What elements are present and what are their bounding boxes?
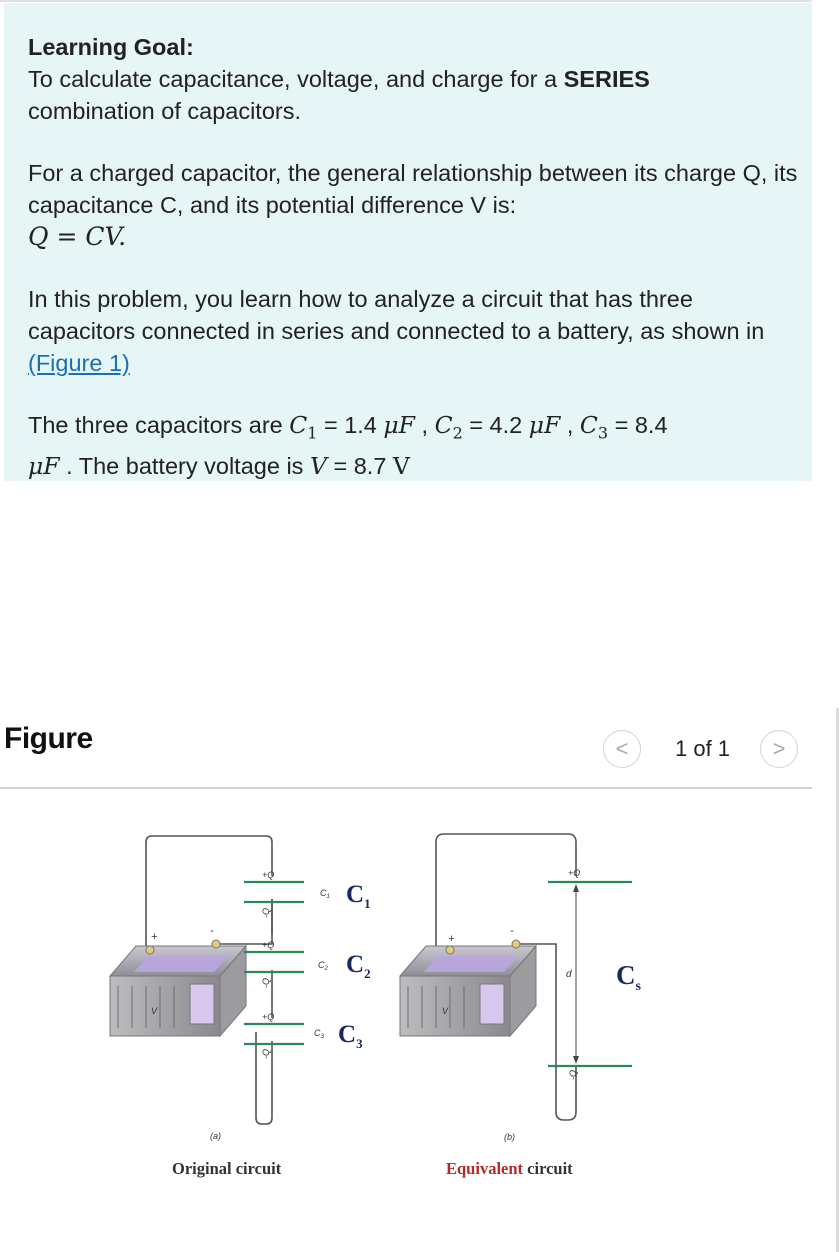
c1-small-label — [320, 888, 330, 900]
c3-letter-sub: 3 — [356, 1036, 363, 1051]
battery-text: . The battery voltage is — [59, 452, 310, 479]
battery-a-v: V — [151, 1006, 158, 1016]
c3-subscript: 3 — [597, 423, 609, 443]
c2-small-sub: 2 — [324, 966, 328, 972]
c1-symbol: C — [289, 411, 308, 439]
equivalent-circuit — [400, 834, 642, 1178]
chevron-left-icon: < — [615, 736, 629, 761]
c3-small: C — [314, 1028, 321, 1038]
wire-c1-c2 — [216, 899, 272, 944]
goal-text-2: combination of capacitors. — [28, 98, 302, 124]
caption-equivalent-circuit — [446, 1159, 573, 1178]
battery-a-plus: + — [151, 931, 158, 943]
c2-label — [346, 951, 371, 981]
wire-top-b — [436, 834, 576, 950]
c3-label — [338, 1021, 363, 1051]
battery-b-v: V — [442, 1006, 449, 1016]
figure-heading: Figure — [4, 722, 93, 755]
c2-unit: μF — [528, 411, 561, 439]
c2-letter-sub: 2 — [364, 966, 371, 981]
c1-unit: μF — [383, 411, 415, 439]
c2-symbol: C — [434, 411, 453, 439]
formula: Q = CV. — [28, 222, 127, 251]
cs-label — [616, 960, 642, 994]
chevron-right-icon: > — [772, 736, 786, 761]
goal-text: To calculate capacitance, voltage, and charge for a — [28, 66, 564, 92]
c3-symbol: C — [579, 411, 598, 439]
c3-small-label — [314, 1028, 325, 1040]
battery-b-plus: + — [448, 933, 455, 945]
learning-goal-panel — [4, 3, 812, 481]
c1-minus-q: -Q — [261, 908, 271, 918]
cs-letter-sub: s — [635, 979, 641, 994]
c2-subscript: 2 — [452, 423, 463, 443]
c2-value: = 4.2 — [462, 412, 529, 438]
figure-link[interactable]: (Figure 1) — [28, 350, 130, 376]
sep-2: , — [560, 412, 580, 438]
capacitor-c2 — [244, 952, 304, 972]
figure-divider — [0, 787, 812, 789]
goal-bold: SERIES — [563, 66, 650, 92]
c1-letter: C — [346, 881, 365, 908]
c2-minus-q: -Q — [261, 978, 271, 988]
previous-figure-button[interactable] — [603, 730, 641, 768]
c2-plus-q: +Q — [262, 940, 275, 950]
learning-goal-content — [28, 31, 798, 482]
learning-goal-text — [28, 31, 798, 127]
c1-label — [346, 881, 371, 911]
c2-small-label — [318, 960, 329, 972]
sep-1: , — [414, 412, 435, 438]
c2-letter: C — [346, 951, 365, 978]
distance-d: d — [566, 969, 572, 980]
v-unit: V — [392, 451, 410, 480]
relation-text: For a charged capacitor, the general relationship between its charge Q, its capacitance C, and its potential difference V is: — [28, 160, 798, 218]
next-figure-button[interactable] — [760, 730, 798, 768]
c1-letter-sub: 1 — [364, 896, 371, 911]
capacitor-c1 — [244, 882, 304, 902]
top-border — [0, 0, 812, 2]
values-paragraph — [28, 409, 798, 482]
caption-circuit-word: circuit — [523, 1159, 573, 1178]
c3-minus-q: -Q — [261, 1049, 271, 1059]
c3-plus-q: +Q — [262, 1012, 275, 1022]
c1-subscript: 1 — [307, 423, 318, 443]
v-value: = 8.7 — [326, 452, 393, 479]
right-scroll-edge — [836, 708, 839, 1252]
caption-original-circuit: Original circuit — [172, 1159, 282, 1178]
battery-b — [400, 940, 536, 1036]
learning-goal-title: Learning Goal: — [28, 34, 194, 60]
cs-minus-q: -Q — [568, 1070, 578, 1080]
relation-paragraph — [28, 157, 798, 253]
caption-equivalent-word: Equivalent — [446, 1159, 524, 1178]
battery-a — [110, 940, 246, 1036]
battery-b-minus: - — [510, 925, 514, 937]
c1-small-sub: 1 — [326, 894, 330, 900]
figure-page-count: 1 of 1 — [675, 736, 731, 761]
cs-plus-q: +Q — [568, 868, 581, 878]
battery-a-minus: - — [210, 925, 214, 937]
c3-value: = 8.4 — [608, 412, 668, 438]
caption-a-tag: (a) — [210, 1131, 221, 1141]
c1-value: = 1.4 — [317, 412, 384, 438]
c3-letter: C — [338, 1021, 357, 1048]
values-intro: The three capacitors are — [28, 412, 290, 438]
wire-bottom-a — [256, 1032, 272, 1124]
c1-small: C — [320, 888, 327, 898]
cs-letter: C — [616, 960, 636, 990]
capacitor-c3 — [244, 1024, 304, 1044]
c3-small-sub: 3 — [320, 1034, 324, 1040]
c3-unit: μF — [28, 451, 60, 480]
circuit-figure — [96, 822, 656, 1192]
original-circuit — [110, 836, 371, 1178]
wire-top-a — [146, 836, 275, 950]
c1-plus-q: +Q — [262, 870, 275, 880]
problem-paragraph — [28, 283, 798, 379]
caption-b-tag: (b) — [504, 1132, 515, 1142]
problem-text: In this problem, you learn how to analyze a circuit that has three capacitors connected in series and connected to a battery, as shown in — [28, 286, 765, 344]
v-symbol: V — [309, 451, 327, 480]
c2-small: C — [318, 960, 325, 970]
